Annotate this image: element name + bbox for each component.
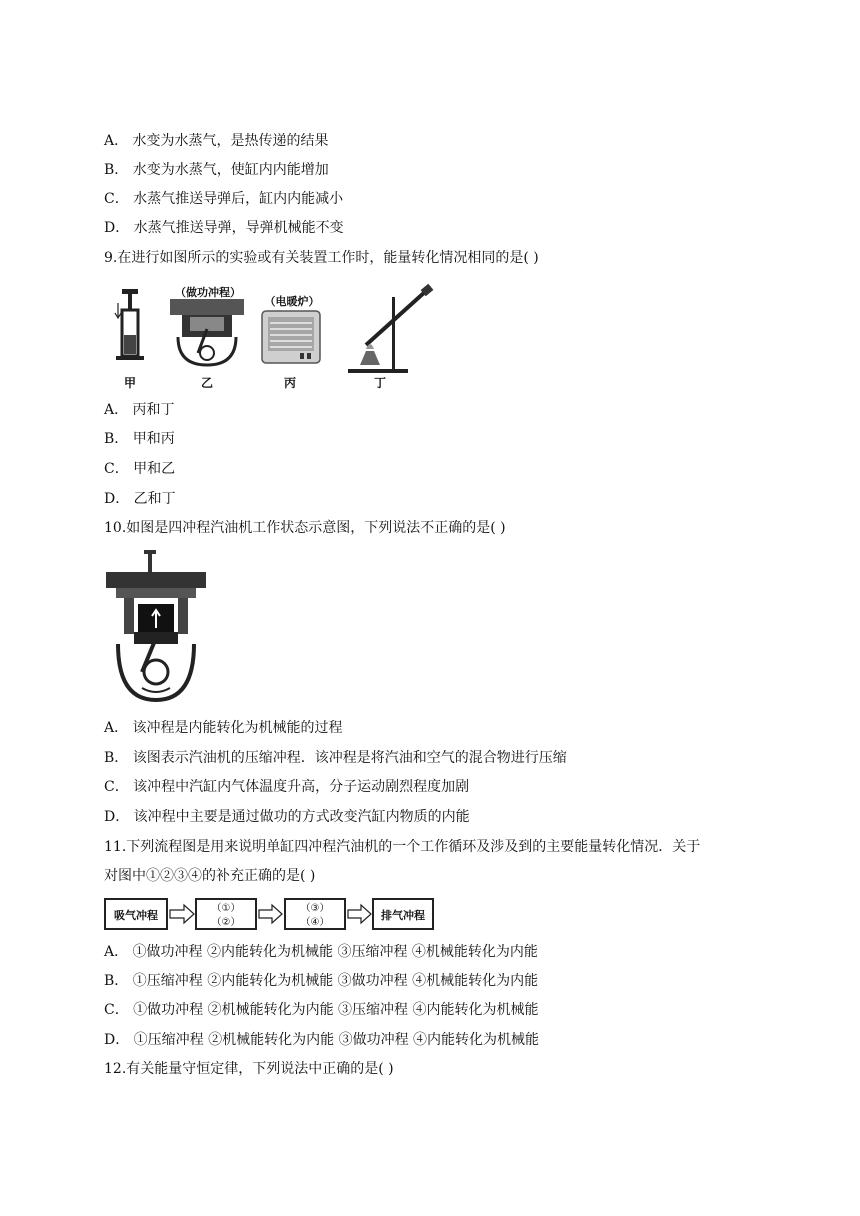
q10-option-b: B． 该图表示汽油机的压缩冲程．该冲程是将汽油和空气的混合物进行压缩 [104, 750, 567, 766]
fig-yi-engine [170, 299, 244, 365]
q8-option-a: A． 水变为水蒸气，是热传递的结果 [104, 133, 329, 149]
flow-box-intake: 吸气冲程 [114, 909, 158, 922]
flow-arrow-1 [170, 905, 194, 923]
q9-option-d: D． 乙和丁 [104, 491, 176, 507]
tag-zuogong: （做功冲程） [175, 286, 241, 299]
q9-figure [104, 283, 444, 391]
q9-option-b: B． 甲和丙 [104, 431, 175, 447]
q11-option-c: C． ①做功冲程 ②机械能转化为内能 ③压缩冲程 ④内能转化为机械能 [104, 1002, 539, 1018]
q9-stem: 9.在进行如图所示的实验或有关装置工作时，能量转化情况相同的是( ) [104, 250, 539, 266]
label-jia: 甲 [123, 376, 137, 390]
q8-option-c: C． 水蒸气推送导弹后，缸内内能减小 [104, 191, 344, 207]
q10-option-a: A． 该冲程是内能转化为机械能的过程 [104, 720, 343, 736]
flow-box3-top: （③） [300, 903, 330, 914]
flow-box-exhaust: 排气冲程 [381, 909, 425, 922]
q8-option-d: D． 水蒸气推送导弹，导弹机械能不变 [104, 220, 344, 236]
q9-option-c: C． 甲和乙 [104, 461, 176, 477]
label-yi: 乙 [200, 376, 214, 390]
q8-option-b: B． 水变为水蒸气，使缸内内能增加 [104, 162, 329, 178]
tag-diannuanlu: （电暖炉） [264, 295, 320, 308]
q11-stem-line1: 11.下列流程图是用来说明单缸四冲程汽油机的一个工作循环及涉及到的主要能量转化情况．关于 [104, 839, 701, 855]
fig-bing-heater [262, 311, 320, 363]
flow-box2-bottom: （②） [211, 917, 241, 928]
q10-stem: 10.如图是四冲程汽油机工作状态示意图，下列说法不正确的是( ) [104, 520, 506, 536]
q11-option-d: D． ①压缩冲程 ②机械能转化为内能 ③做功冲程 ④内能转化为机械能 [104, 1032, 540, 1048]
q9-option-a: A． 丙和丁 [104, 402, 175, 418]
q11-stem-line2: 对图中①②③④的补充正确的是( ) [104, 868, 316, 884]
fig-jia-pump [115, 289, 144, 360]
q10-option-d: D． 该冲程中主要是通过做功的方式改变汽缸内物质的内能 [104, 809, 470, 825]
flow-arrow-2 [259, 905, 282, 923]
q10-option-c: C． 该冲程中汽缸内气体温度升高，分子运动剧烈程度加剧 [104, 779, 470, 795]
fig-ding-test-tube [348, 284, 433, 373]
flow-arrow-3 [348, 905, 371, 923]
q11-option-a: A． ①做功冲程 ②内能转化为机械能 ③压缩冲程 ④机械能转化为内能 [104, 944, 538, 960]
q11-flow-diagram [104, 896, 436, 934]
q12-stem: 12.有关能量守恒定律，下列说法中正确的是( ) [104, 1061, 394, 1077]
q10-engine-figure [104, 548, 214, 708]
flow-box2-top: （①） [211, 903, 241, 914]
q11-option-b: B． ①压缩冲程 ②内能转化为机械能 ③做功冲程 ④机械能转化为内能 [104, 973, 539, 989]
label-bing: 丙 [283, 376, 297, 390]
flow-box3-bottom: （④） [300, 917, 330, 928]
label-ding: 丁 [373, 376, 387, 390]
